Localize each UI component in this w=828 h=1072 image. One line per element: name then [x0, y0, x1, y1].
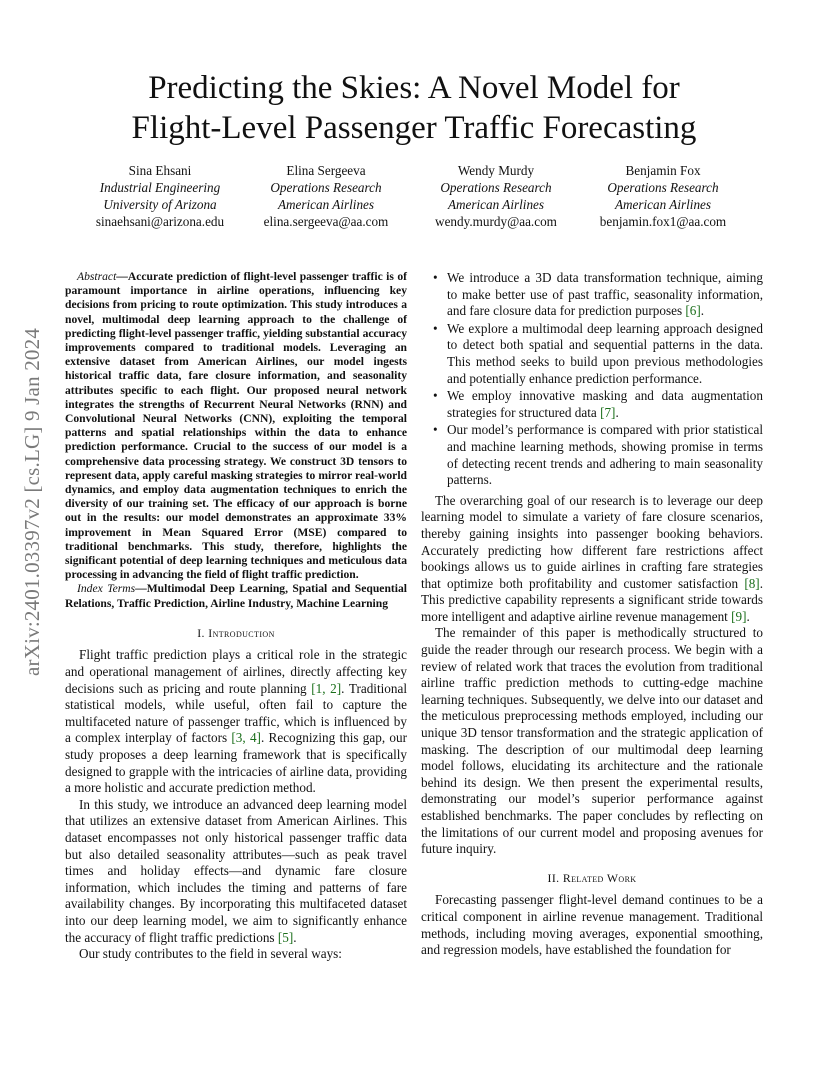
author-email: sinaehsani@arizona.edu	[95, 214, 225, 229]
citation-link[interactable]: [6]	[685, 303, 701, 319]
index-terms-text: —Multimodal Deep Learning, Spatial and Sequential Relations, Traffic Prediction, Airline Industry, Machine Learning	[65, 582, 407, 610]
contributions-list	[421, 270, 763, 489]
abstract-text: —Accurate prediction of flight-level passenger traffic is of paramount importance in airline operations, influencing key decisions from pricing to route optimization. This study introduces a novel, multimodal deep learning approach to the challenge of predicting flight-level passenger traffic, yielding substantial accuracy improvements compared to traditional models. Leveraging an extensive dataset from American Airlines, our model ingests historical traffic data, fare closure information, and seasonality attributes specific to each flight. Our proposed neural network integrates the strengths of Recurrent Neural Networks (RNN) and Convolutional Neural Networks (CNN), exploiting the temporal patterns and spatial relationships within the data to enhance prediction performance. Crucial to the success of our model is a comprehensive data processing strategy. We construct 3D tensors to represent data, apply careful masking strategies to mirror real-world dynamics, and employ data augmentation techniques to enrich the diversity of our training set. The efficacy of our approach is borne out in the results: our model demonstrates an approximate 33% improvement in Mean Squared Error (MSE) compared to traditional benchmarks. This study, therefore, highlights the significant potential of deep learning techniques and meticulous data processing in advancing the field of flight traffic prediction.	[65, 270, 407, 582]
list-item: • We introduce a 3D data transformation technique, aiming to make better use of past traffic, seasonality information, and fare closure data for prediction purposes [6].	[433, 270, 763, 319]
author-2	[246, 162, 406, 230]
author-department: Industrial Engineering	[99, 180, 221, 195]
author-block	[70, 162, 758, 234]
right-column	[421, 270, 763, 959]
author-3	[406, 162, 586, 230]
author-department: Operations Research	[270, 180, 382, 195]
list-item: • Our model’s performance is compared with prior statistical and machine learning methods, showing promise in terms of detecting recent trends and adhering to main seasonality patterns.	[433, 422, 763, 488]
author-organization: University of Arizona	[103, 197, 217, 212]
bullet-icon: •	[433, 270, 438, 285]
title-line-2: Flight-Level Passenger Traffic Forecasting	[131, 110, 697, 146]
list-item: • We employ innovative masking and data augmentation strategies for structured data [7].	[433, 388, 763, 420]
author-name: Wendy Murdy	[457, 163, 535, 178]
abstract-label: Abstract	[77, 270, 117, 283]
list-item: • We explore a multimodal deep learning approach designed to detect both spatial and sequential patterns in the data. This method seeks to build upon previous methodologies and potentially enhance prediction performance.	[433, 320, 763, 386]
author-name: Elina Sergeeva	[286, 163, 366, 178]
related-work-paragraph: Forecasting passenger flight-level demand continues to be a critical component in airline revenue management. Traditional methods, including moving averages, exponential smoothing, and regression models, have established the foundation for	[421, 892, 763, 958]
author-department: Operations Research	[607, 180, 719, 195]
author-organization: American Airlines	[614, 197, 712, 212]
goal-paragraph: The overarching goal of our research is to leverage our deep learning model to simulate a variety of fare closure scenarios, thereby gaining insights into passenger booking behaviors. Accurately predicting how different fare restrictions affect bookings allows us to guide airlines in crafting fare strategies that optimize both profitability and customer satisfaction [8]. This predictive capability represents a significant stride towards more intelligent and adaptive airline revenue management [9].	[421, 492, 763, 624]
author-organization: American Airlines	[447, 197, 545, 212]
citation-link[interactable]: [8]	[744, 575, 760, 591]
arxiv-identifier-stamp: arXiv:2401.03397v2 [cs.LG] 9 Jan 2024	[20, 327, 44, 676]
section-heading-related-work: II. Related Work	[547, 870, 637, 885]
author-department: Operations Research	[440, 180, 552, 195]
author-organization: American Airlines	[277, 197, 375, 212]
index-terms-label: Index Terms	[77, 582, 136, 596]
author-1	[80, 162, 240, 230]
bullet-icon: •	[433, 388, 438, 404]
title-line-1: Predicting the Skies: A Novel Model for	[148, 70, 680, 106]
section-heading-introduction: I. Introduction	[197, 625, 275, 640]
citation-link[interactable]: [7]	[600, 404, 616, 420]
bullet-icon: •	[433, 422, 438, 438]
left-column	[65, 270, 407, 963]
author-name: Sina Ehsani	[128, 163, 192, 178]
structure-paragraph: The remainder of this paper is methodically structured to guide the reader through our research process. We begin with a review of related work that traces the evolution from traditional airline traffic prediction methods to cutting-edge machine learning techniques. Subsequently, we delve into our dataset and the meticulous preprocessing methods employed, including our unique 3D tensor transformation and the strategic application of masking. The description of our multimodal deep learning model follows, elucidating its architecture and the rationale behind its design. We then present the experimental results, demonstrating our model’s superior performance against established benchmarks. The paper concludes by reflecting on the limitations of our current model and proposing avenues for future inquiry.	[421, 625, 763, 857]
author-email: wendy.murdy@aa.com	[435, 214, 557, 229]
citation-link[interactable]: [3, 4]	[231, 730, 261, 746]
author-email: elina.sergeeva@aa.com	[263, 214, 389, 229]
abstract	[65, 270, 407, 582]
author-email: benjamin.fox1@aa.com	[599, 214, 727, 229]
intro-paragraph-3: Our study contributes to the field in several ways:	[79, 946, 342, 962]
citation-link[interactable]: [1, 2]	[311, 680, 342, 696]
author-4	[578, 162, 748, 230]
intro-paragraph-1: Flight traffic prediction plays a critical role in the strategic and operational management of airlines, directly affecting key decisions such as pricing and route planning [1, 2]. Traditional statistical models, while useful, often fail to capture the multifaceted nature of passenger traffic, which is influenced by a complex interplay of factors [3, 4]. Recognizing this gap, our study proposes a deep learning framework that is specifically designed to grapple with the intricacies of airline data, providing a more holistic and accurate prediction method.	[65, 647, 408, 796]
author-name: Benjamin Fox	[625, 163, 701, 178]
index-terms	[65, 582, 407, 610]
citation-link[interactable]: [5]	[277, 929, 294, 945]
intro-paragraph-2: In this study, we introduce an advanced deep learning model that utilizes an extensive dataset from American Airlines. This dataset encompasses not only historical passenger traffic data but also detailed seasonality attributes—such as peak travel times and holiday effects—and dynamic fare closure information, which includes the timing and patterns of fare availability changes. By incorporating this multifaceted dataset into our deep learning model, we aim to significantly enhance the accuracy of flight traffic predictions [5].	[65, 796, 407, 945]
bullet-icon: •	[433, 320, 438, 336]
paper-title	[70, 68, 758, 148]
citation-link[interactable]: [9]	[731, 608, 747, 624]
